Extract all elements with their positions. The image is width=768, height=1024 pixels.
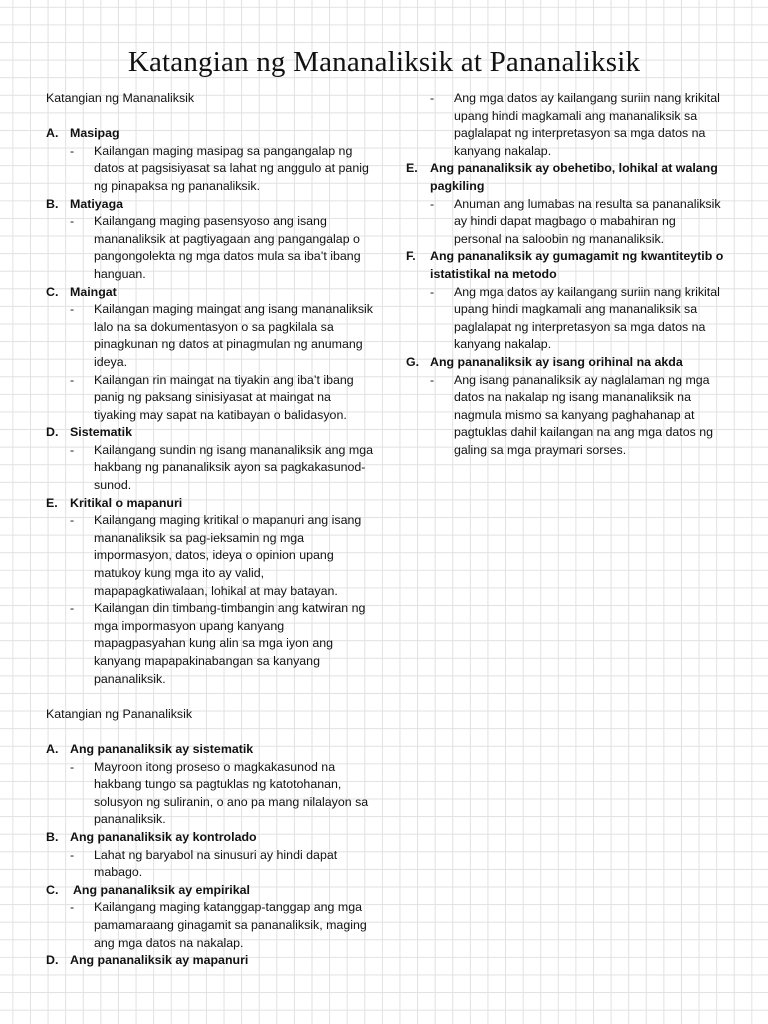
dash-marker: - <box>70 900 75 915</box>
bullet <box>46 213 376 283</box>
item-title: Matiyaga <box>70 196 124 211</box>
item-letter: E. <box>406 161 418 176</box>
item-kritikal <box>46 495 376 689</box>
item-letter: E. <box>46 495 58 510</box>
item-title: Ang pananaliksik ay kontrolado <box>70 829 257 844</box>
item-letter: G. <box>406 354 420 369</box>
bullet-text: Kailangang sundin ng isang mananaliksik ang mga hakbang ng pananaliksik ayon sa pagkakasunod-sunod. <box>94 442 373 493</box>
dash-marker: - <box>430 91 435 105</box>
bullet-text: Anuman ang lumabas na resulta sa pananaliksik ay hindi dapat magbago o mabahiran ng personal na saloobin ng mananaliksik. <box>454 196 721 246</box>
item-title: Ang pananaliksik ay obehetibo, lohikal at walang pagkiling <box>430 161 718 193</box>
item-obhetibo <box>406 160 726 248</box>
item-title: Ang pananaliksik ay empirikal <box>70 882 250 897</box>
item-title: Sistematik <box>70 425 132 440</box>
bullet-text: Ang mga datos ay kailangang suriin nang krikital upang hindi magkamali ang mananaliksik sa paglalapat ng interpretasyon sa mga datos na kanyang nakalap. <box>454 284 720 352</box>
dash-marker: - <box>70 847 75 862</box>
bullet <box>46 372 376 425</box>
item-title: Maingat <box>70 284 117 299</box>
bullet <box>46 512 376 600</box>
item-title: Ang pananaliksik ay gumagamit ng kwantiteytib o istatistikal na metodo <box>430 249 724 281</box>
item-letter: A. <box>46 741 59 756</box>
dash-marker: - <box>430 284 435 299</box>
dash-marker: - <box>70 601 75 616</box>
bullet <box>46 899 376 952</box>
bullet-continued <box>406 90 726 160</box>
bullet-text: Ang isang pananaliksik ay naglalaman ng mga datos na nakalap ng isang mananaliksik na nagmula mismo sa kanyang paghahanap at pagtuklas dahil kailangan na ang mga datos ng galing sa mga praymari sorses. <box>454 372 714 457</box>
bullet-text: Kailangang maging katanggap-tanggap ang mga pamamaraang ginagamit sa pananaliksik, maging ang mga datos na nakalap. <box>94 900 367 950</box>
item-title: Masipag <box>70 126 120 141</box>
bullet-text: Ang mga datos ay kailangang suriin nang krikital upang hindi magkamali ang mananaliksik sa paglalapat ng interpretasyon sa mga datos na kanyang nakalap. <box>454 91 720 158</box>
item-title: Ang pananaliksik ay mapanuri <box>70 953 249 968</box>
dash-marker: - <box>70 759 75 774</box>
right-column <box>406 90 726 459</box>
bullet <box>46 600 376 688</box>
bullet-text: Mayroon itong proseso o magkakasunod na hakbang tungo sa pagtuklas ng katotohanan, solusyon ng suliranin, o ano pa mang nilalayon sa pananaliksik. <box>94 759 369 827</box>
bullet-text: Kailangan rin maingat na tiyakin ang iba’t ibang panig ng paksang sinisiyasat at maingat na tiyaking may sapat na katibayan o balidasyon. <box>94 372 354 422</box>
section-heading-mananaliksik: Katangian ng Mananaliksik <box>46 91 195 105</box>
item-empirikal <box>46 882 376 952</box>
bullet <box>406 372 726 460</box>
item-title: Ang pananaliksik ay isang orihinal na akda <box>430 354 683 369</box>
item-kontrolado <box>46 829 376 882</box>
item-kwantiteytib <box>406 248 726 354</box>
bullet-text: Kailangan maging maingat ang isang mananaliksik lalo na sa dokumentasyon o sa pagkilala sa pinagkunan ng datos at pinagmulan ng anumang ideya. <box>94 302 373 369</box>
dash-marker: - <box>430 196 435 211</box>
left-column <box>46 90 376 970</box>
dash-marker: - <box>70 302 75 317</box>
item-maingat <box>46 284 376 425</box>
bullet <box>46 143 376 196</box>
item-title: Kritikal o mapanuri <box>70 495 183 510</box>
bullet-text: Kailangan maging masipag sa pangangalap ng datos at pagsisiyasat sa lahat ng anggulo at panig ng pinapaksa ng pananaliksik. <box>94 143 369 193</box>
dash-marker: - <box>70 143 75 158</box>
page-title: Katangian ng Mananaliksik at Pananaliksik <box>127 46 641 78</box>
item-letter: D. <box>46 953 59 968</box>
item-sistematik-pananaliksik <box>46 741 376 829</box>
item-matiyaga <box>46 196 376 284</box>
dash-marker: - <box>70 513 75 528</box>
bullet <box>406 284 726 354</box>
dash-marker: - <box>430 372 435 387</box>
bullet-text: Lahat ng baryabol na sinusuri ay hindi dapat mabago. <box>94 847 338 880</box>
item-letter: C. <box>46 882 59 897</box>
item-letter: A. <box>46 126 59 141</box>
item-letter: D. <box>46 425 59 440</box>
item-sistematik <box>46 424 376 494</box>
bullet <box>46 847 376 882</box>
item-letter: F. <box>406 249 416 264</box>
bullet-text: Kailangang maging kritikal o mapanuri ang isang mananaliksik sa pag-ieksamin ng mga impormasyon, datos, ideya o opinion upang matukoy kung mga ito ay valid, mapapagkatiwalaan, lohikal at may batayan. <box>94 513 362 598</box>
bullet <box>406 196 726 249</box>
dash-marker: - <box>70 442 75 457</box>
bullet-text: Kailangang maging pasensyoso ang isang mananaliksik at pagtiyagaan ang pangangalap o pangongolekta ng mga datos mula sa iba’t ibang hanguan. <box>94 214 361 281</box>
bullet <box>46 301 376 371</box>
item-orihinal <box>406 354 726 460</box>
dash-marker: - <box>70 372 75 387</box>
item-letter: B. <box>46 829 59 844</box>
item-letter: C. <box>46 284 59 299</box>
item-letter: B. <box>46 196 59 211</box>
bullet <box>46 442 376 495</box>
item-mapanuri <box>46 952 376 970</box>
bullet-text: Kailangan din timbang-timbangin ang katwiran ng mga impormasyon upang kanyang mapagpasyahan kung alin sa mga iyon ang kanyang mapapakinabangan sa kanyang pananaliksik. <box>94 601 366 686</box>
item-masipag <box>46 125 376 195</box>
item-title: Ang pananaliksik ay sistematik <box>70 741 254 756</box>
bullet <box>46 759 376 829</box>
section-heading-pananaliksik: Katangian ng Pananaliksik <box>46 706 193 721</box>
dash-marker: - <box>70 214 75 229</box>
